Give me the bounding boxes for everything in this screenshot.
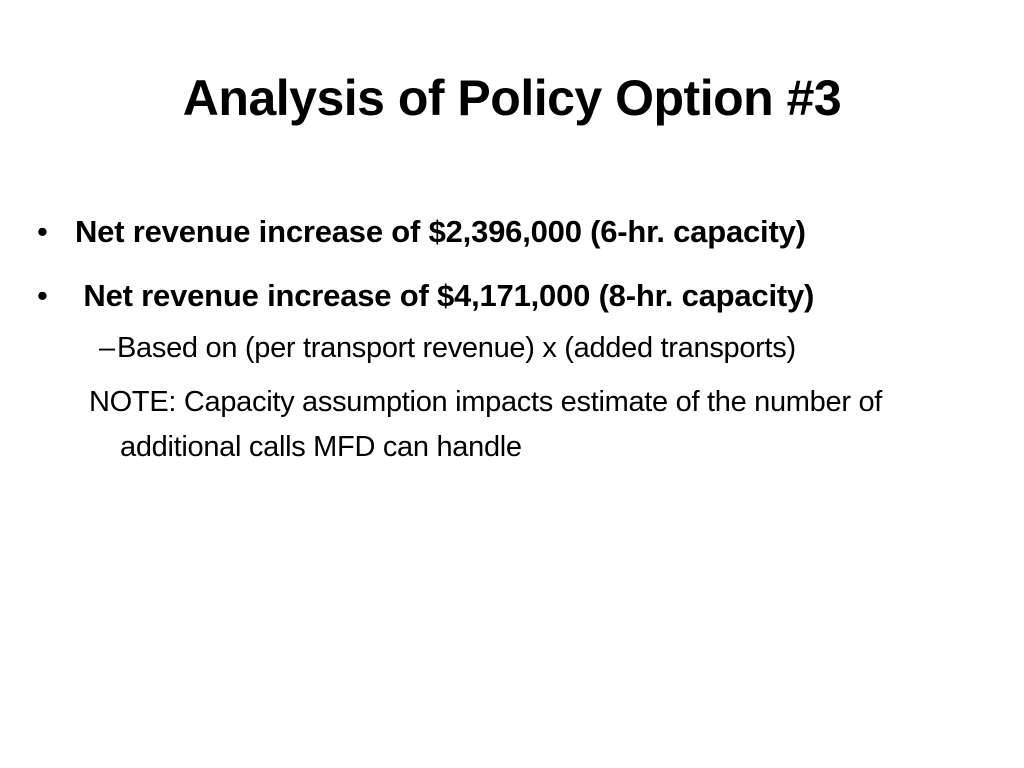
bullet-text: Net revenue increase of $2,396,000 (6-hr. capacity) — [75, 214, 806, 249]
slide-title: Analysis of Policy Option #3 — [182, 70, 842, 126]
bullet-text: Net revenue increase of $4,171,000 (8-hr. capacity) — [75, 278, 815, 313]
bullet-item — [37, 205, 1012, 259]
sub-bullet-marker: – — [99, 332, 115, 364]
note-text: NOTE: Capacity assumption impacts estimate of the number of additional calls MFD can handle — [89, 386, 883, 463]
bullet-marker: • — [37, 214, 48, 249]
bullet-list — [37, 205, 1012, 470]
bullet-item — [37, 269, 1012, 323]
sub-bullet-text: Based on (per transport revenue) x (added transports) — [117, 332, 796, 364]
bullet-marker: • — [37, 278, 48, 313]
sub-bullet-item — [37, 327, 1012, 370]
